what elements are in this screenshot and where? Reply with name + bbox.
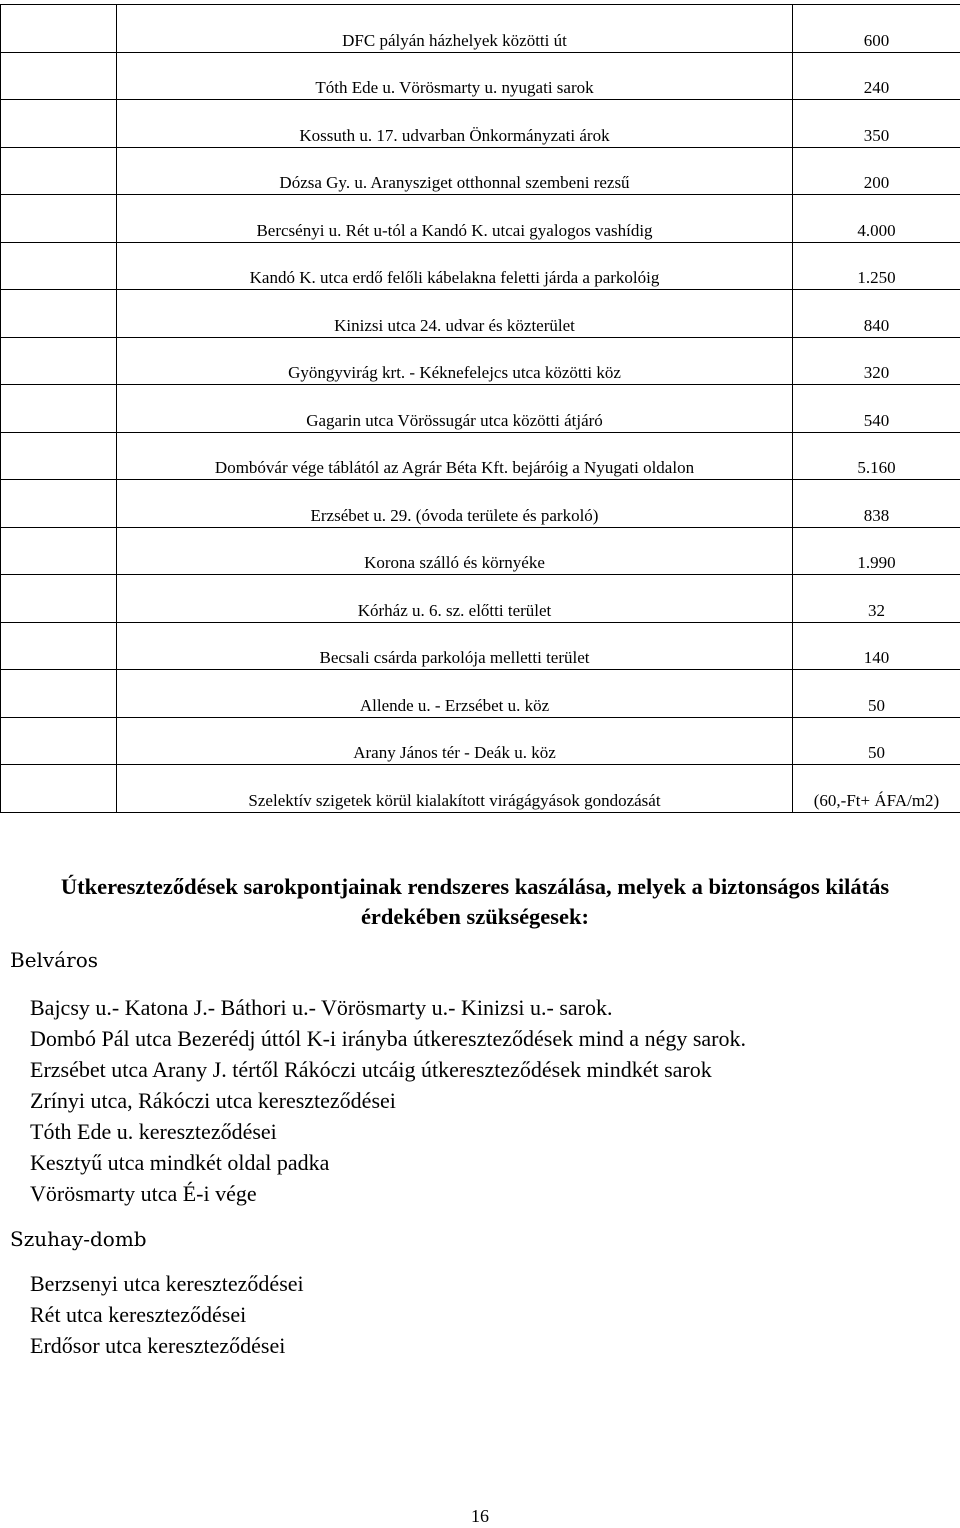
table-row: [1, 717, 960, 765]
region-label-belvaros: Belváros: [10, 948, 99, 972]
empty-cell: [1, 100, 117, 148]
value-text: 50: [868, 695, 885, 715]
empty-cell: [1, 290, 117, 338]
value-text: 140: [863, 648, 890, 667]
table-row: [1, 670, 960, 718]
belvaros-list: [30, 992, 746, 1209]
location-text: Allende u. - Erzsébet u. köz: [359, 695, 550, 715]
location-cell: [117, 195, 793, 243]
value-cell: [793, 195, 960, 243]
list-item: Rét utca kereszteződései: [30, 1302, 247, 1327]
location-text: Dózsa Gy. u. Aranysziget otthonnal szembeni rezsű: [279, 173, 630, 192]
value-cell: [793, 385, 960, 433]
value-text: 50: [868, 743, 885, 762]
value-text: 1.250: [857, 268, 896, 287]
value-cell: [793, 100, 960, 148]
empty-cell: [1, 575, 117, 623]
value-text: (60,-Ft+ ÁFA/m2): [813, 790, 940, 810]
empty-cell: [1, 717, 117, 765]
empty-cell: [1, 480, 117, 528]
value-text: 32: [868, 600, 885, 620]
location-cell: [117, 432, 793, 480]
table-row: [1, 480, 960, 528]
table-row: [1, 575, 960, 623]
szuhay-domb-list: [30, 1268, 304, 1361]
table-row: [1, 337, 960, 385]
list-item: Erzsébet utca Arany J. tértől Rákóczi utcáig útkereszteződések mindkét sarok: [30, 1057, 712, 1082]
empty-cell: [1, 765, 117, 813]
value-cell: [793, 52, 960, 100]
value-cell: [793, 242, 960, 290]
value-cell: [793, 147, 960, 195]
value-text: 838: [863, 505, 890, 525]
table-row: [1, 290, 960, 338]
value-text: 200: [863, 173, 890, 192]
location-cell: [117, 337, 793, 385]
empty-cell: [1, 5, 117, 53]
list-item: Bajcsy u.- Katona J.- Báthori u.- Vörösmarty u.- Kinizsi u.- sarok.: [30, 995, 613, 1020]
location-text: Erzsébet u. 29. (óvoda területe és parkoló): [310, 505, 599, 525]
location-cell: [117, 717, 793, 765]
location-text: Gyöngyvirág krt. - Kéknefelejcs utca közötti köz: [288, 363, 621, 382]
list-item: Berzsenyi utca kereszteződései: [30, 1271, 304, 1296]
value-text: 5.160: [857, 458, 896, 477]
locations-table-body: [1, 5, 960, 813]
value-cell: [793, 717, 960, 765]
table-row: [1, 5, 960, 53]
location-text: Tóth Ede u. Vörösmarty u. nyugati sarok: [315, 78, 594, 97]
value-text: 600: [863, 30, 890, 50]
value-cell: [793, 480, 960, 528]
table-row: [1, 147, 960, 195]
location-text: Becsali csárda parkolója melletti terület: [319, 648, 590, 667]
location-text: Kandó K. utca erdő felőli kábelakna feletti járda a parkolóig: [249, 268, 660, 287]
empty-cell: [1, 622, 117, 670]
locations-table: [0, 4, 960, 813]
location-text: Kossuth u. 17. udvarban Önkormányzati árok: [299, 125, 610, 145]
region-label-szuhay-domb: Szuhay-domb: [10, 1227, 147, 1251]
table-row: [1, 52, 960, 100]
location-cell: [117, 527, 793, 575]
location-cell: [117, 100, 793, 148]
table-row: [1, 432, 960, 480]
list-item: Vörösmarty utca É-i vége: [30, 1181, 257, 1206]
location-cell: [117, 147, 793, 195]
value-cell: [793, 527, 960, 575]
value-text: 540: [863, 410, 890, 430]
list-item: Erdősor utca kereszteződései: [30, 1333, 286, 1358]
value-cell: [793, 5, 960, 53]
location-text: Korona szálló és környéke: [364, 553, 545, 572]
location-cell: [117, 385, 793, 433]
list-item: Tóth Ede u. kereszteződései: [30, 1119, 277, 1144]
value-cell: [793, 337, 960, 385]
value-text: 240: [863, 78, 890, 97]
table-row: [1, 100, 960, 148]
location-text: Arany János tér - Deák u. köz: [353, 743, 556, 762]
table-row: [1, 765, 960, 813]
location-text: Dombóvár vége táblától az Agrár Béta Kft. bejáróig a Nyugati oldalon: [214, 458, 695, 477]
location-text: Kinizsi utca 24. udvar és közterület: [334, 315, 575, 335]
empty-cell: [1, 670, 117, 718]
table-row: [1, 622, 960, 670]
location-cell: [117, 575, 793, 623]
section-heading: Útkereszteződések sarokpontjainak rendszeres kaszálása, melyek a biztonságos kilátás érdekében szükségesek:: [60, 874, 890, 929]
list-item: Kesztyű utca mindkét oldal padka: [30, 1150, 330, 1175]
empty-cell: [1, 337, 117, 385]
value-text: 4.000: [857, 220, 896, 240]
location-cell: [117, 622, 793, 670]
value-cell: [793, 432, 960, 480]
table-row: [1, 385, 960, 433]
location-text: Szelektív szigetek körül kialakított virágágyások gondozását: [248, 790, 661, 810]
empty-cell: [1, 432, 117, 480]
value-text: 840: [863, 315, 890, 335]
location-cell: [117, 5, 793, 53]
location-cell: [117, 765, 793, 813]
location-text: DFC pályán házhelyek közötti út: [342, 30, 567, 50]
value-cell: [793, 670, 960, 718]
table-row: [1, 195, 960, 243]
empty-cell: [1, 527, 117, 575]
value-cell: [793, 290, 960, 338]
table-row: [1, 527, 960, 575]
value-cell: [793, 765, 960, 813]
location-cell: [117, 52, 793, 100]
table-row: [1, 242, 960, 290]
location-cell: [117, 480, 793, 528]
location-text: Gagarin utca Vörössugár utca közötti átjáró: [306, 410, 603, 430]
list-item: Dombó Pál utca Bezerédj úttól K-i irányba útkereszteződések mind a négy sarok.: [30, 1026, 746, 1051]
empty-cell: [1, 52, 117, 100]
empty-cell: [1, 147, 117, 195]
page-number: 16: [471, 1506, 489, 1526]
location-text: Bercsényi u. Rét u-tól a Kandó K. utcai gyalogos vashídig: [256, 220, 653, 240]
value-text: 350: [863, 125, 890, 145]
value-cell: [793, 575, 960, 623]
location-cell: [117, 290, 793, 338]
list-item: Zrínyi utca, Rákóczi utca kereszteződései: [30, 1088, 396, 1113]
value-text: 1.990: [857, 553, 896, 572]
empty-cell: [1, 385, 117, 433]
location-text: Kórház u. 6. sz. előtti terület: [357, 600, 552, 620]
location-cell: [117, 242, 793, 290]
location-cell: [117, 670, 793, 718]
value-cell: [793, 622, 960, 670]
value-text: 320: [863, 363, 890, 382]
empty-cell: [1, 242, 117, 290]
empty-cell: [1, 195, 117, 243]
